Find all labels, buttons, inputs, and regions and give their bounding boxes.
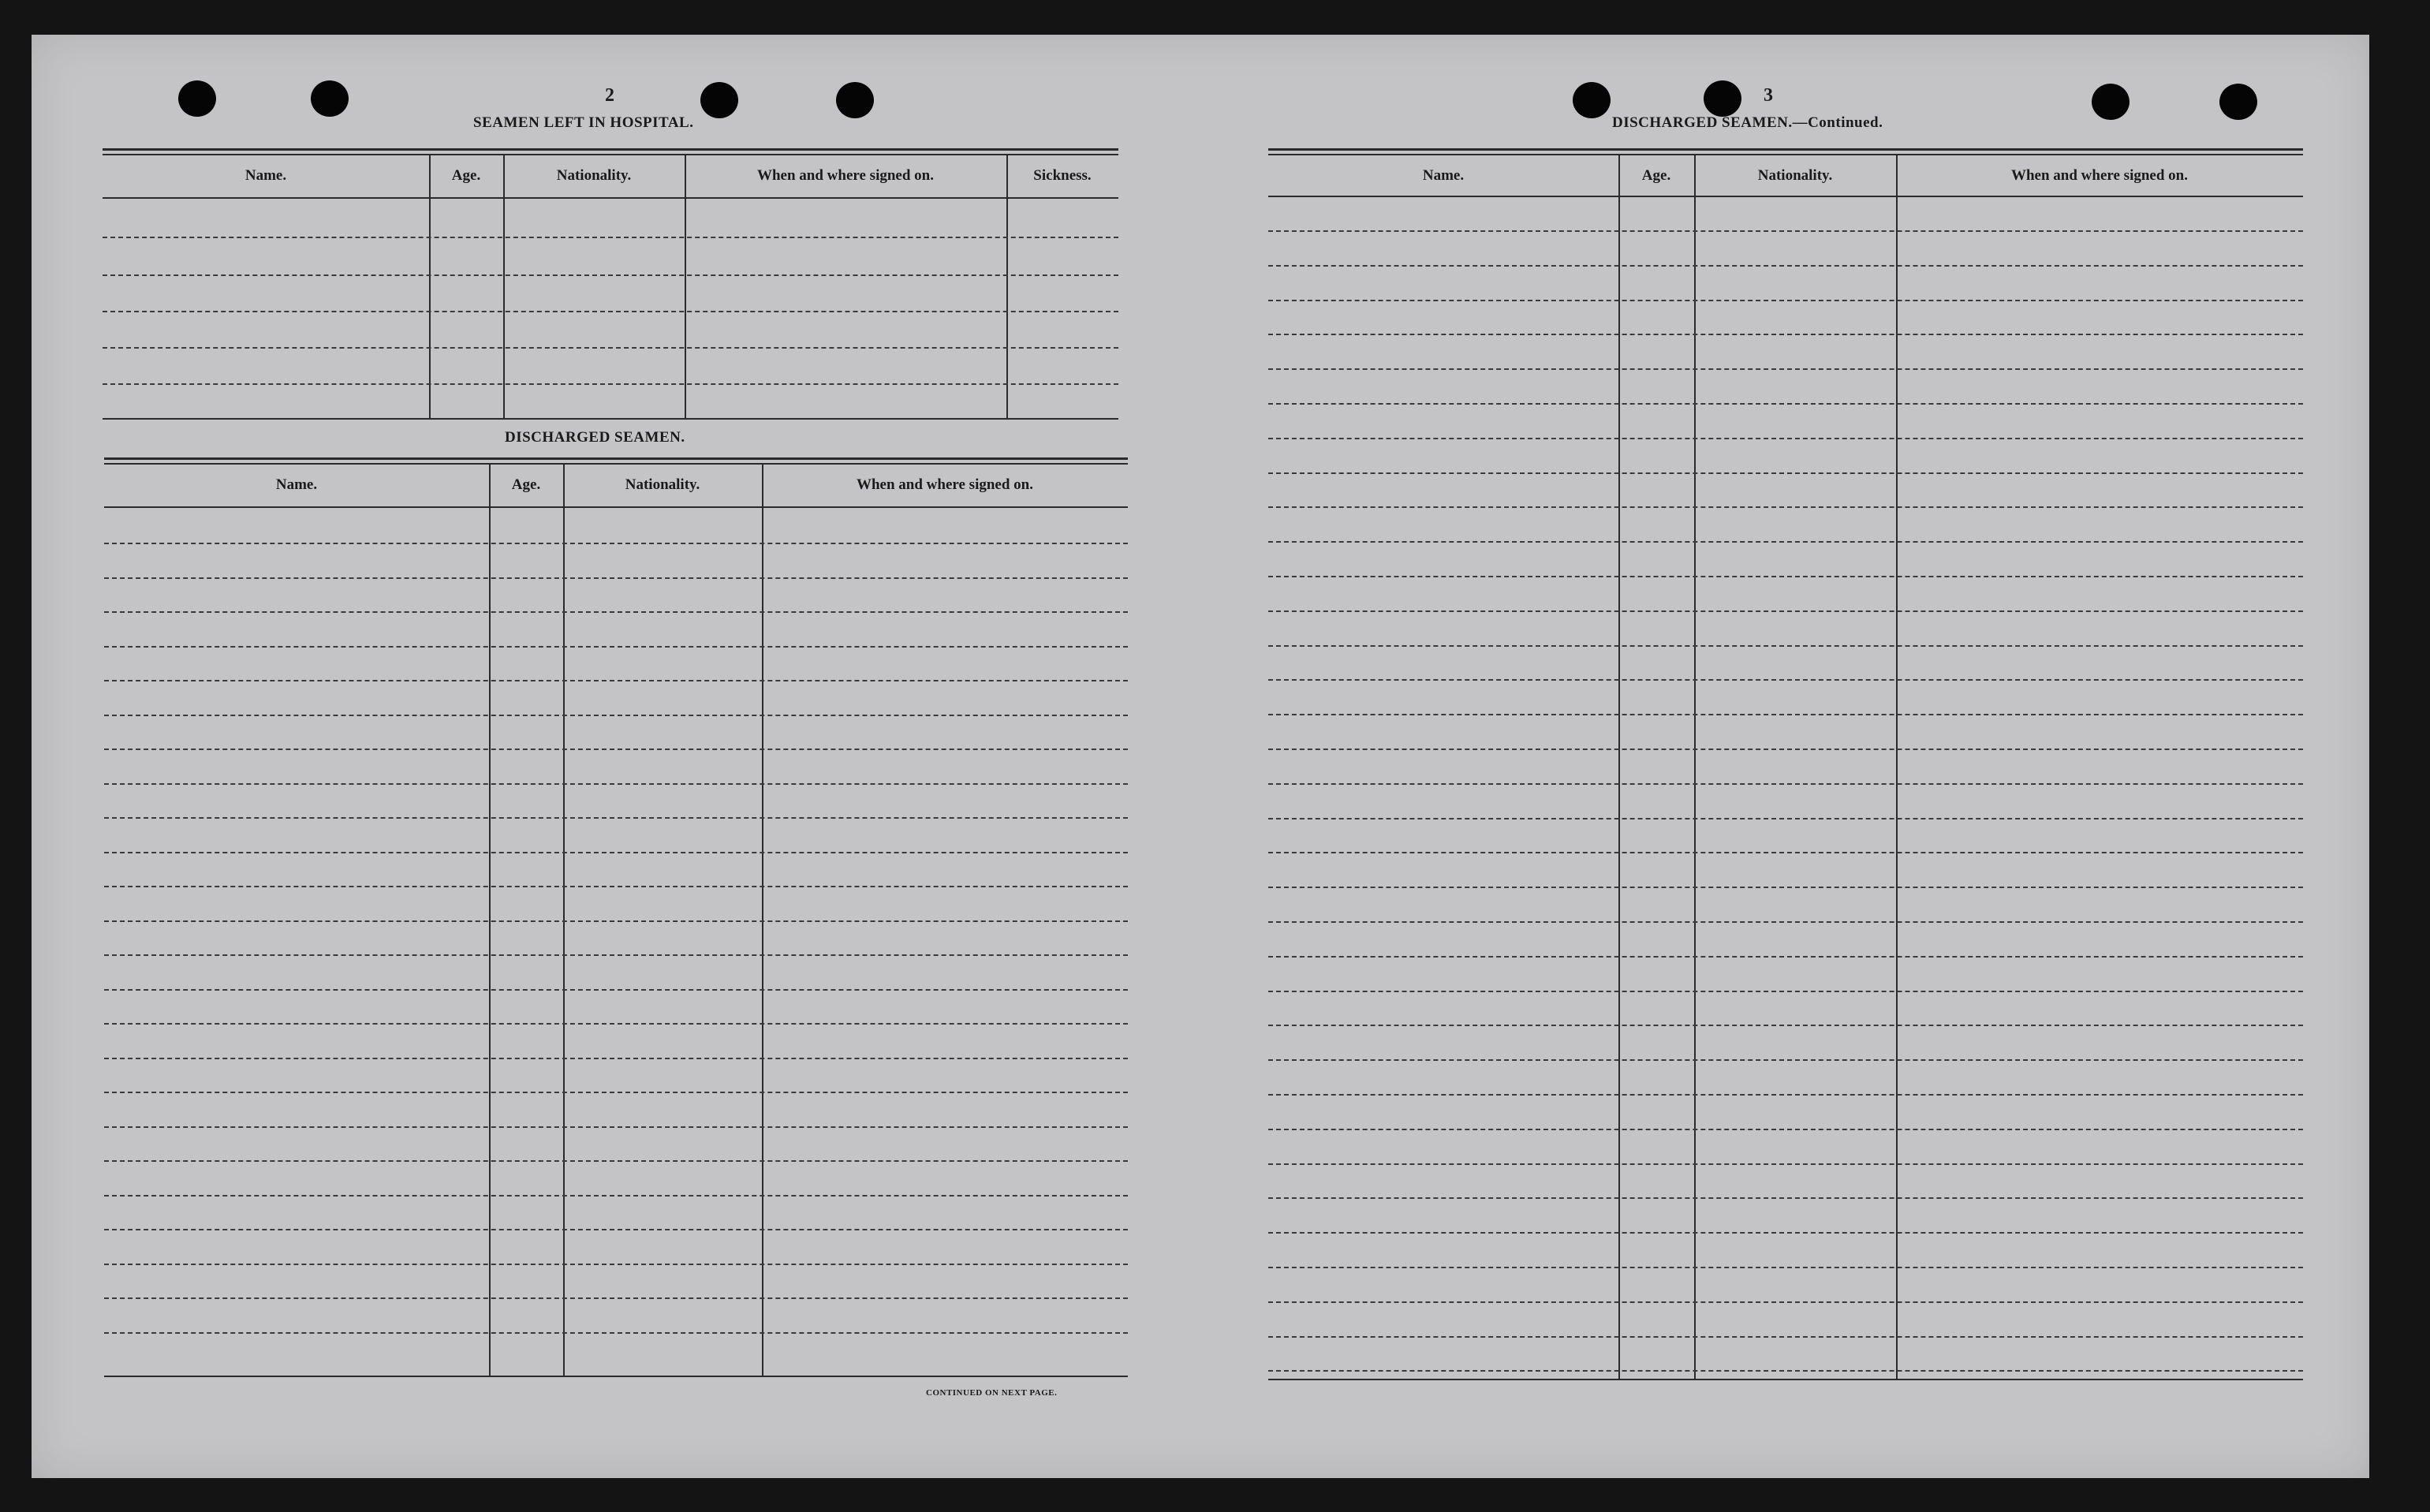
ruling-line <box>1268 956 2303 958</box>
ruling-line <box>1268 368 2303 370</box>
ruling-line <box>1268 783 2303 785</box>
hospital-section-title: SEAMEN LEFT IN HOSPITAL. <box>473 114 694 131</box>
ruling-line <box>104 1297 1128 1299</box>
ruling-line <box>1268 1094 2303 1096</box>
punch-hole <box>700 82 738 118</box>
punch-hole <box>2219 84 2257 120</box>
ruling-line <box>1268 506 2303 508</box>
discharged-continued-title: DISCHARGED SEAMEN.—Continued. <box>1612 114 1883 131</box>
ruling-line <box>104 715 1128 716</box>
continued-col-nationality: Nationality. <box>1757 167 1833 184</box>
ruling-line <box>1268 541 2303 543</box>
ruling-line <box>104 577 1128 579</box>
ruling-line <box>1268 438 2303 439</box>
manifest-sheet <box>32 35 2369 1478</box>
ruling-line <box>1268 1129 2303 1130</box>
ruling-line <box>1268 1370 2303 1372</box>
ruling-line <box>104 852 1128 853</box>
ruling-line <box>1268 1025 2303 1026</box>
discharged-col-nationality: Nationality. <box>625 476 700 493</box>
ruling-line <box>104 611 1128 613</box>
ruling-line <box>1268 576 2303 577</box>
ruling-line <box>104 817 1128 819</box>
ruling-line <box>104 920 1128 922</box>
ruling-line <box>1268 1197 2303 1199</box>
punch-hole <box>836 82 874 118</box>
ruling-line <box>104 543 1128 544</box>
ruling-line <box>1268 818 2303 819</box>
ruling-line <box>104 1195 1128 1197</box>
hospital-col-age: Age. <box>451 167 481 184</box>
ruling-line <box>1268 265 2303 267</box>
discharged-col-signed-on: When and where signed on. <box>856 476 1033 493</box>
continued-note: CONTINUED ON NEXT PAGE. <box>926 1388 1058 1398</box>
ruling-line <box>1268 645 2303 647</box>
ruling-line <box>1268 403 2303 405</box>
continued-col-signed-on: When and where signed on. <box>2010 167 2188 184</box>
ruling-line <box>1268 230 2303 232</box>
ruling-line <box>104 1023 1128 1025</box>
discharged-section-title: DISCHARGED SEAMEN. <box>505 429 685 446</box>
ruling-line <box>1268 679 2303 681</box>
punch-hole <box>178 80 216 117</box>
ruling-line <box>104 1229 1128 1230</box>
ruling-line <box>1268 749 2303 750</box>
ruling-line <box>104 1160 1128 1162</box>
punch-hole <box>311 80 349 117</box>
ruling-line <box>1268 300 2303 301</box>
ruling-line <box>1268 852 2303 853</box>
ruling-line <box>104 783 1128 785</box>
hospital-col-name: Name. <box>244 167 287 184</box>
ruling-line <box>1268 1336 2303 1338</box>
ruling-line <box>1268 1163 2303 1165</box>
ruling-line <box>1268 887 2303 888</box>
ruling-line <box>104 989 1128 991</box>
discharged-table-left <box>104 457 1128 1377</box>
page-number-left: 2 <box>605 85 614 106</box>
ruling-line <box>1268 921 2303 923</box>
punch-hole <box>1573 82 1611 118</box>
ruling-line <box>1268 1267 2303 1268</box>
ruling-line <box>1268 610 2303 612</box>
discharged-col-name: Name. <box>275 476 318 493</box>
punch-hole <box>2092 84 2130 120</box>
ruling-line <box>104 1264 1128 1265</box>
continued-col-age: Age. <box>1641 167 1671 184</box>
hospital-col-nationality: Nationality. <box>556 167 632 184</box>
ruling-line <box>104 1092 1128 1093</box>
ruling-line <box>104 1126 1128 1128</box>
ruling-line <box>1268 714 2303 715</box>
ruling-line <box>104 749 1128 750</box>
ruling-line <box>1268 991 2303 992</box>
ruling-line <box>1268 334 2303 335</box>
ruling-line <box>104 1332 1128 1334</box>
hospital-col-signed-on: When and where signed on. <box>756 167 934 184</box>
ruling-line <box>104 680 1128 681</box>
ruling-line <box>104 646 1128 648</box>
ruling-line <box>104 1058 1128 1059</box>
discharged-col-age: Age. <box>511 476 541 493</box>
continued-col-name: Name. <box>1422 167 1465 184</box>
ruling-line <box>1268 472 2303 474</box>
ruling-line <box>104 954 1128 956</box>
ruling-line <box>104 886 1128 887</box>
hospital-table <box>103 148 1118 421</box>
ruling-line <box>1268 1059 2303 1061</box>
ruling-line <box>1268 1232 2303 1234</box>
punch-hole <box>1704 80 1741 117</box>
ruling-line <box>1268 1301 2303 1303</box>
page-number-right: 3 <box>1764 85 1773 106</box>
hospital-col-sickness: Sickness. <box>1033 167 1092 184</box>
discharged-table-right <box>1268 148 2303 1382</box>
